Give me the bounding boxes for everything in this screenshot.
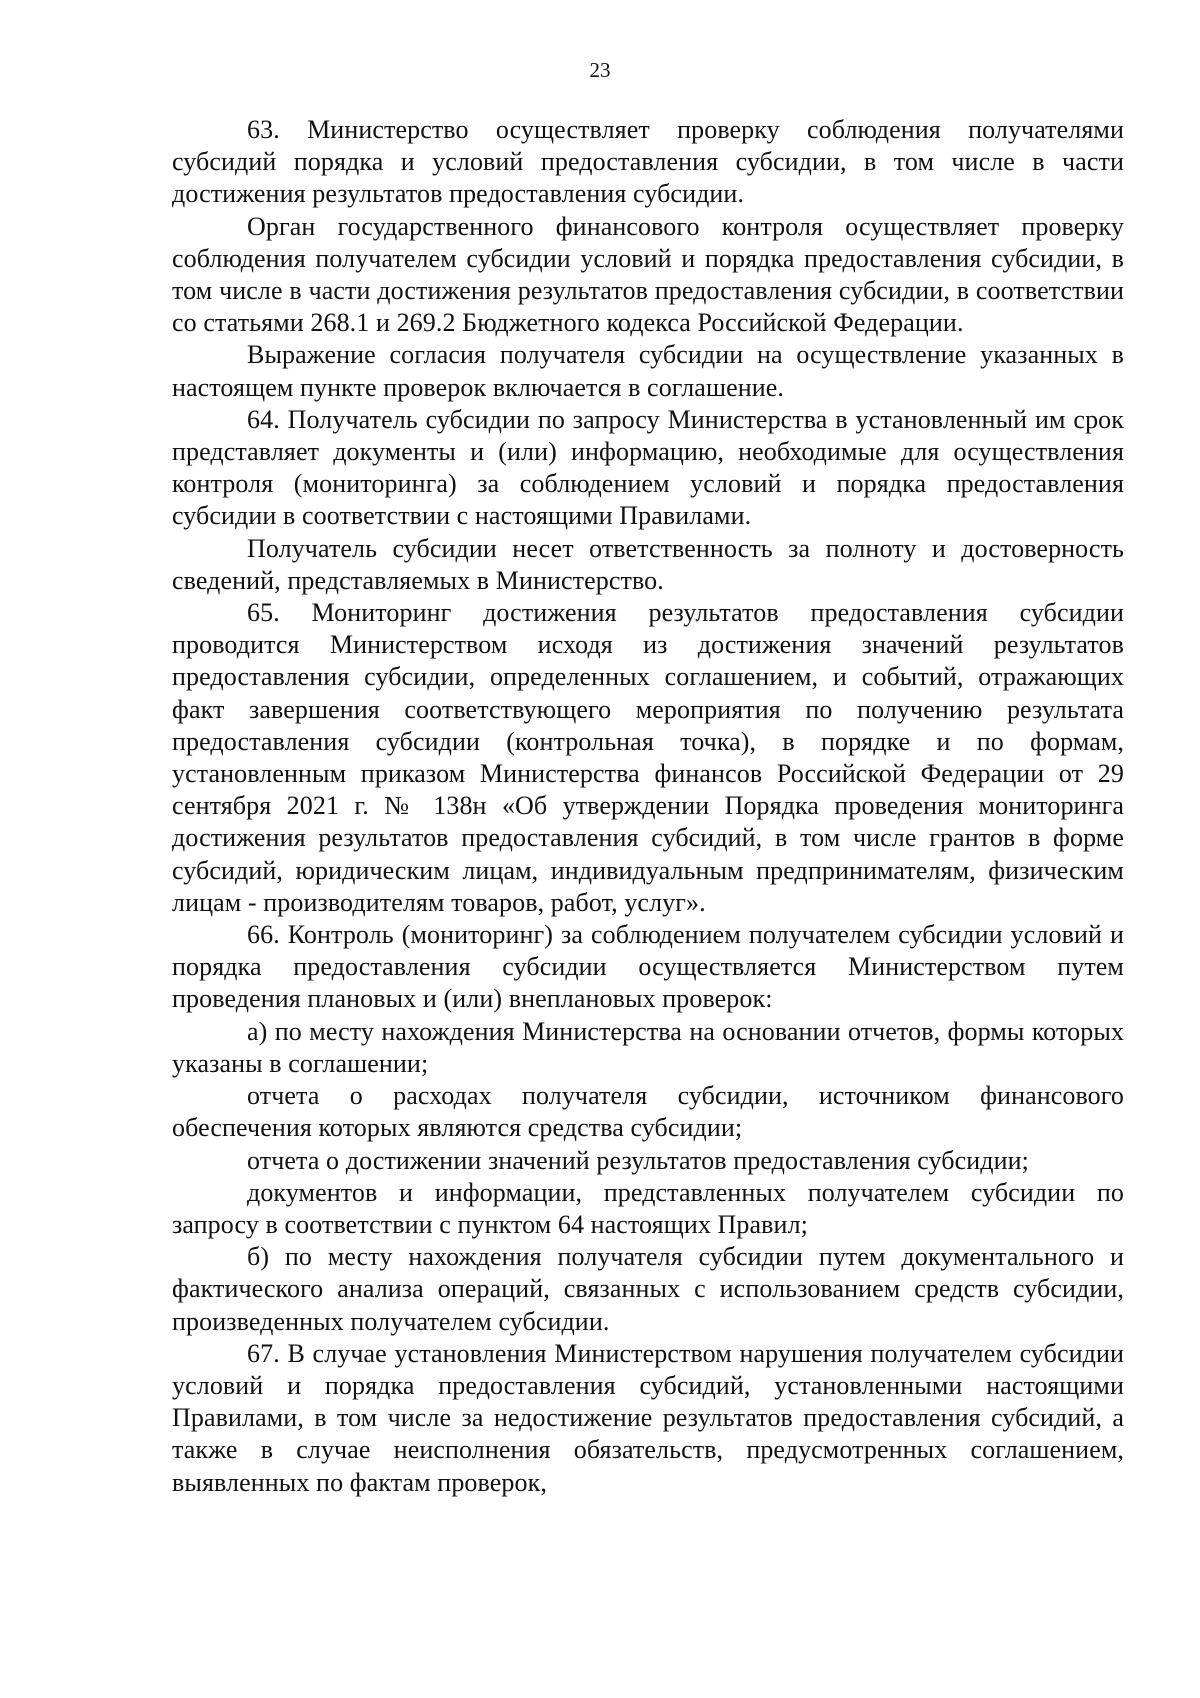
paragraph-documents: документов и информации, представленных получателем субсидии по запросу в соответствии с пунктом 64 настоящих Правил;: [172, 1177, 1124, 1239]
page-number: 23: [589, 58, 611, 82]
paragraph-64: 64. Получатель субсидии по запросу Министерства в установленный им срок представляет документы и (или) информацию, необходимые для осуществления контроля (мониторинга) за соблюдением условий и порядка предоставления субсидии в соответствии с настоящими Правилами.: [172, 404, 1124, 531]
document-body: [172, 114, 1124, 1499]
paragraph-67: 67. В случае установления Министерством нарушения получателем субсидии условий и порядка предоставления субсидий, установленными настоящими Правилами, в том числе за недостижение результатов предоставления субсидий, а также в случае неисполнения обязательств, предусмотренных соглашением, выявленных по фактам проверок,: [172, 1338, 1124, 1497]
paragraph-consent: Выражение согласия получателя субсидии на осуществление указанных в настоящем пункте проверок включается в соглашение.: [172, 340, 1124, 402]
paragraph-66: 66. Контроль (мониторинг) за соблюдением получателем субсидии условий и порядка предоставления субсидии осуществляется Министерством путем проведения плановых и (или) внеплановых проверок:: [172, 920, 1124, 1014]
paragraph-responsibility: Получатель субсидии несет ответственность за полноту и достоверность сведений, представляемых в Министерство.: [172, 533, 1124, 595]
paragraph-expense-report: отчета о расходах получателя субсидии, источником финансового обеспечения которых являются средства субсидии;: [172, 1081, 1124, 1143]
paragraph-63: 63. Министерство осуществляет проверку соблюдения получателями субсидий порядка и условий предоставления субсидии, в том числе в части достижения результатов предоставления субсидии.: [172, 115, 1124, 209]
paragraph-65: 65. Мониторинг достижения результатов предоставления субсидии проводится Министерством исходя из достижения значений результатов предоставления субсидии, определенных соглашением, и событий, отражающих факт завершения соответствующего мероприятия по получению результата предоставления субсидии (контрольная точка), в порядке и по формам, установленным приказом Министерства финансов Российской Федерации от 29 сентября 2021 г. № 138н «Об утверждении Порядка проведения мониторинга достижения результатов предоставления субсидий, в том числе грантов в форме субсидий, юридическим лицам, индивидуальным предпринимателям, физическим лицам - производителям товаров, работ, услуг».: [172, 598, 1124, 917]
paragraph-control-body: Орган государственного финансового контроля осуществляет проверку соблюдения получателем субсидии условий и порядка предоставления субсидии, в том числе в части достижения результатов предоставления субсидии, в соответствии со статьями 268.1 и 269.2 Бюджетного кодекса Российской Федерации.: [172, 211, 1124, 338]
paragraph-66-a: а) по месту нахождения Министерства на основании отчетов, формы которых указаны в соглашении;: [172, 1016, 1124, 1078]
paragraph-66-b: б) по месту нахождения получателя субсидии путем документального и фактического анализа операций, связанных с использованием средств субсидии, произведенных получателем субсидии.: [172, 1242, 1124, 1336]
paragraph-results-report: отчета о достижении значений результатов предоставления субсидии;: [247, 1145, 1029, 1175]
